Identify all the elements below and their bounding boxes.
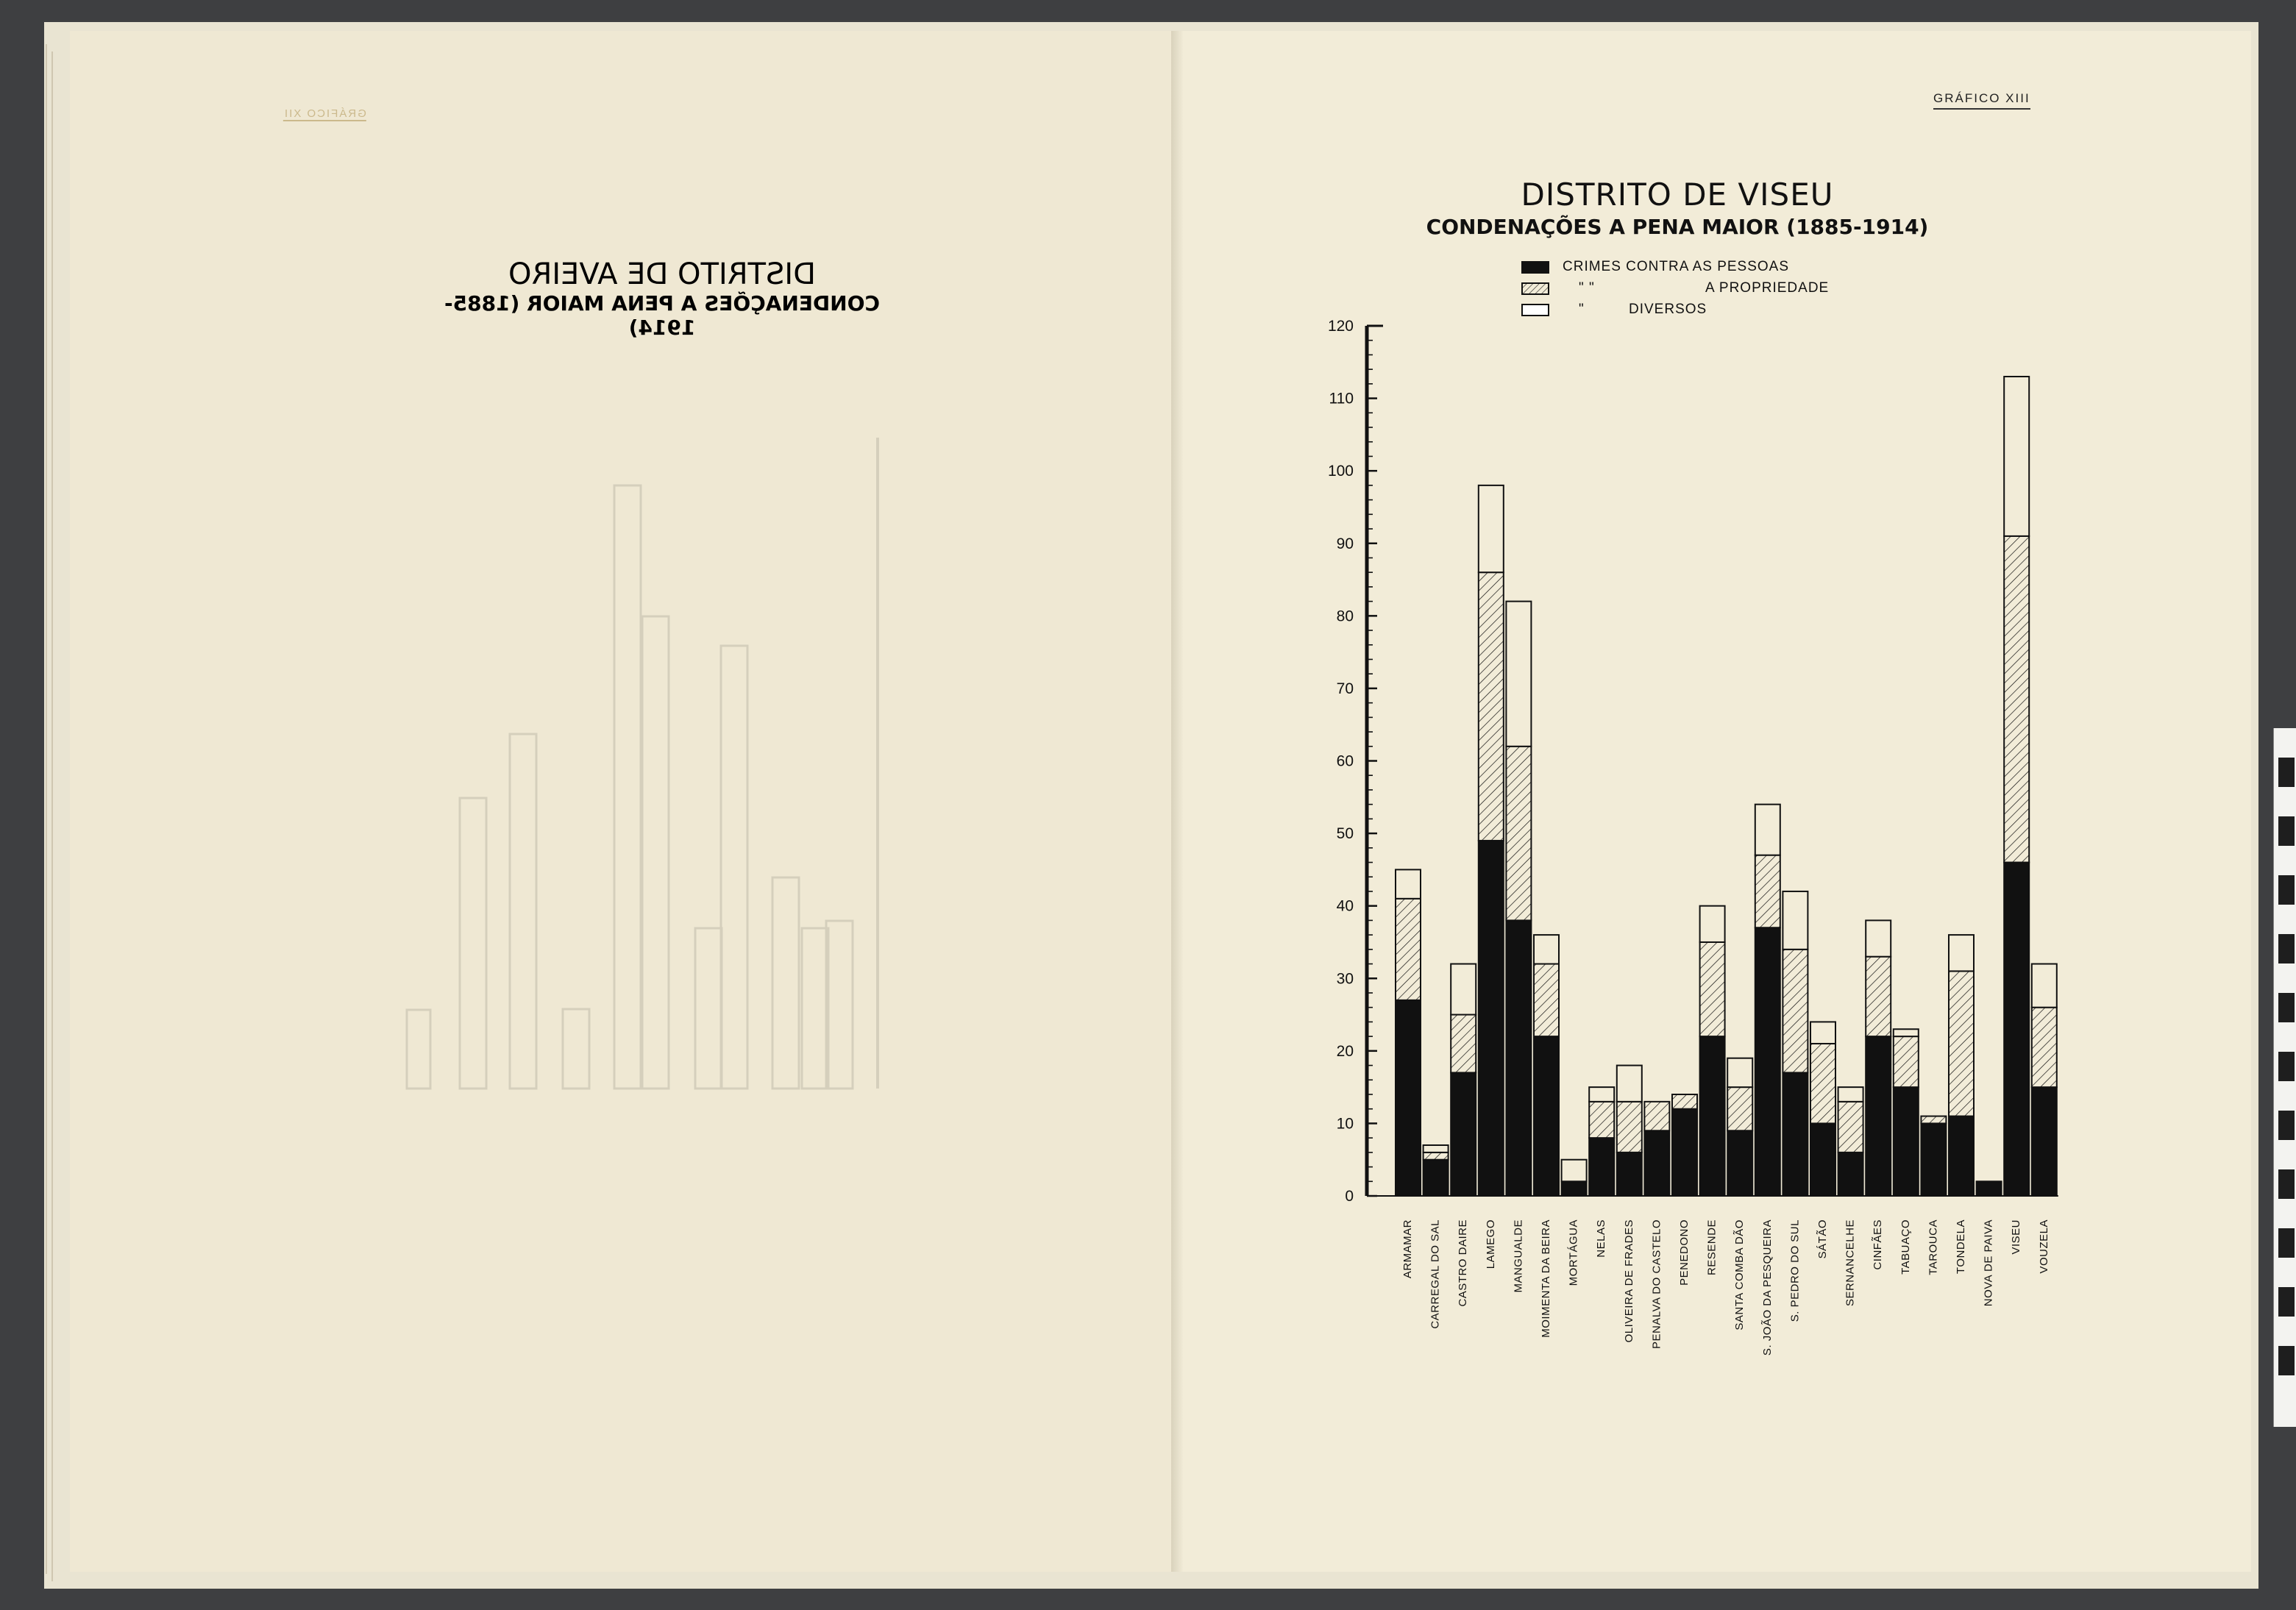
bar-segment-propriedade (1479, 572, 1504, 841)
bar-segment-diversos (1783, 891, 1808, 950)
x-tick-label: S. JOÃO DA PESQUEIRA (1760, 1219, 1774, 1356)
legend-label: A PROPRIEDADE (1705, 280, 1830, 296)
x-tick-label: PENALVA DO CASTELO (1650, 1219, 1663, 1349)
bar-segment-propriedade (1617, 1102, 1642, 1153)
x-tick-label: SANTA COMBA DÃO (1733, 1219, 1746, 1331)
bar-segment-diversos (1451, 964, 1476, 1015)
bar-segment-pessoas (1424, 1160, 1449, 1196)
bar-segment-pessoas (1866, 1036, 1891, 1196)
bar-segment-propriedade (1894, 1036, 1919, 1087)
y-tick-label: 70 (1336, 680, 1354, 697)
bar-segment-pessoas (1562, 1181, 1587, 1196)
bar-segment-propriedade (1700, 942, 1725, 1036)
y-tick-label: 80 (1336, 608, 1354, 625)
bar-segment-propriedade (1589, 1102, 1614, 1138)
bar-segment-diversos (1810, 1022, 1835, 1044)
bar-segment-diversos (1396, 869, 1421, 898)
bar-segment-propriedade (1644, 1102, 1669, 1130)
ghost-subtitle: CONDENAÇÕES A PENA MAIOR (1885-1914) (444, 291, 880, 340)
x-tick-label: VISEU (2010, 1219, 2023, 1255)
x-tick-label: MOIMENTA DA BEIRA (1539, 1219, 1552, 1338)
bar-segment-diversos (1617, 1066, 1642, 1102)
bar-segment-diversos (1589, 1087, 1614, 1102)
bar-segment-propriedade (1424, 1153, 1449, 1160)
y-tick-label: 100 (1327, 463, 1354, 480)
y-tick-label: 20 (1336, 1042, 1354, 1060)
x-tick-label: TAROUCA (1927, 1219, 1940, 1275)
bar-segment-pessoas (1949, 1116, 1974, 1196)
bar-segment-pessoas (1589, 1138, 1614, 1196)
bar-segment-diversos (1727, 1058, 1752, 1087)
bar-segment-propriedade (1949, 971, 1974, 1116)
bar-segment-propriedade (1534, 964, 1559, 1037)
bar-segment-diversos (1424, 1145, 1449, 1153)
y-tick-label: 50 (1336, 825, 1354, 843)
x-tick-label: CARREGAL DO SAL (1429, 1219, 1442, 1329)
bar-segment-diversos (1838, 1087, 1863, 1102)
legend-prefix: " " (1579, 280, 1595, 296)
bar-segment-pessoas (1451, 1072, 1476, 1196)
y-tick-label: 30 (1336, 970, 1354, 988)
bar-segment-pessoas (1644, 1130, 1669, 1196)
bar-segment-pessoas (2032, 1087, 2057, 1196)
bar-segment-pessoas (1977, 1181, 2002, 1196)
bar-segment-diversos (1894, 1029, 1919, 1036)
bar-segment-pessoas (1396, 1000, 1421, 1196)
x-tick-label: NELAS (1595, 1219, 1608, 1258)
bar-segment-diversos (1755, 805, 1780, 855)
chart-subtitle: CONDENAÇÕES A PENA MAIOR (1885-1914) (1426, 215, 1929, 239)
x-tick-label: PENEDONO (1677, 1219, 1691, 1286)
bar-segment-pessoas (1506, 920, 1531, 1196)
x-tick-label: NOVA DE PAIVA (1982, 1219, 1995, 1307)
y-tick-label: 40 (1336, 897, 1354, 915)
bar-segment-pessoas (1534, 1036, 1559, 1196)
bar-segment-diversos (1562, 1160, 1587, 1182)
x-tick-label: OLIVEIRA DE FRADES (1622, 1219, 1635, 1343)
x-tick-label: TABUAÇO (1899, 1219, 1912, 1275)
x-tick-label: ARMAMAR (1401, 1219, 1414, 1279)
bar-segment-diversos (1700, 906, 1725, 942)
bar-segment-pessoas (1755, 927, 1780, 1196)
bar-segment-propriedade (2004, 536, 2029, 863)
x-tick-label: VOUZELA (2037, 1219, 2050, 1274)
x-tick-label: SERNANCELHE (1844, 1219, 1857, 1307)
bar-segment-diversos (1506, 602, 1531, 747)
bar-segment-propriedade (1396, 899, 1421, 1000)
bar-segment-propriedade (1755, 855, 1780, 928)
bar-segment-pessoas (1727, 1130, 1752, 1196)
y-tick-label: 120 (1327, 318, 1354, 335)
bar-segment-pessoas (1783, 1072, 1808, 1196)
legend-label: CRIMES CONTRA AS PESSOAS (1563, 259, 1790, 274)
bar-segment-diversos (1949, 935, 1974, 971)
bar-segment-pessoas (1810, 1123, 1835, 1196)
legend-prefix: " (1579, 302, 1585, 317)
x-tick-label: LAMEGO (1484, 1219, 1497, 1269)
ghost-page-label: GRÁFICO XII (283, 107, 366, 120)
x-tick-label: S. PEDRO DO SUL (1788, 1219, 1802, 1322)
x-tick-label: RESENDE (1705, 1219, 1719, 1276)
bar-segment-pessoas (1617, 1153, 1642, 1196)
graph-number-label: GRÁFICO XIII (1933, 91, 2030, 110)
x-tick-label: CINFÃES (1872, 1219, 1885, 1270)
ghost-title: DISTRITO DE AVEIRO (508, 257, 816, 291)
bar-segment-propriedade (1810, 1044, 1835, 1123)
y-tick-label: 10 (1336, 1115, 1354, 1133)
x-tick-label: CASTRO DAIRE (1457, 1219, 1470, 1307)
bar-segment-propriedade (1838, 1102, 1863, 1153)
bar-segment-diversos (2032, 964, 2057, 1008)
y-tick-label: 90 (1336, 535, 1354, 552)
bar-segment-pessoas (2004, 863, 2029, 1196)
bar-segment-diversos (1479, 485, 1504, 572)
x-tick-label: TONDELA (1954, 1219, 1967, 1275)
bar-segment-propriedade (1672, 1094, 1697, 1109)
bar-segment-propriedade (1506, 747, 1531, 921)
bar-segment-pessoas (1672, 1109, 1697, 1196)
x-tick-label: SÁTÃO (1816, 1219, 1829, 1259)
bar-segment-propriedade (2032, 1008, 2057, 1087)
bar-segment-pessoas (1894, 1087, 1919, 1196)
legend-label: DIVERSOS (1629, 302, 1707, 317)
y-tick-label: 60 (1336, 752, 1354, 770)
bar-segment-propriedade (1866, 957, 1891, 1036)
x-tick-label: MANGUALDE (1512, 1219, 1525, 1293)
bar-segment-pessoas (1838, 1153, 1863, 1196)
bar-segment-propriedade (1451, 1015, 1476, 1073)
bar-segment-pessoas (1921, 1123, 1946, 1196)
bar-segment-diversos (1534, 935, 1559, 963)
x-tick-label: MORTÁGUA (1567, 1219, 1580, 1286)
y-tick-label: 0 (1345, 1188, 1354, 1205)
bar-segment-diversos (1866, 920, 1891, 956)
y-tick-label: 110 (1329, 390, 1354, 407)
bar-segment-diversos (2004, 377, 2029, 536)
bar-segment-pessoas (1700, 1036, 1725, 1196)
bar-segment-propriedade (1921, 1116, 1946, 1124)
bar-segment-propriedade (1783, 950, 1808, 1073)
bar-segment-propriedade (1727, 1087, 1752, 1130)
chart-title: DISTRITO DE VISEU (1521, 177, 1834, 213)
bar-segment-pessoas (1479, 841, 1504, 1196)
